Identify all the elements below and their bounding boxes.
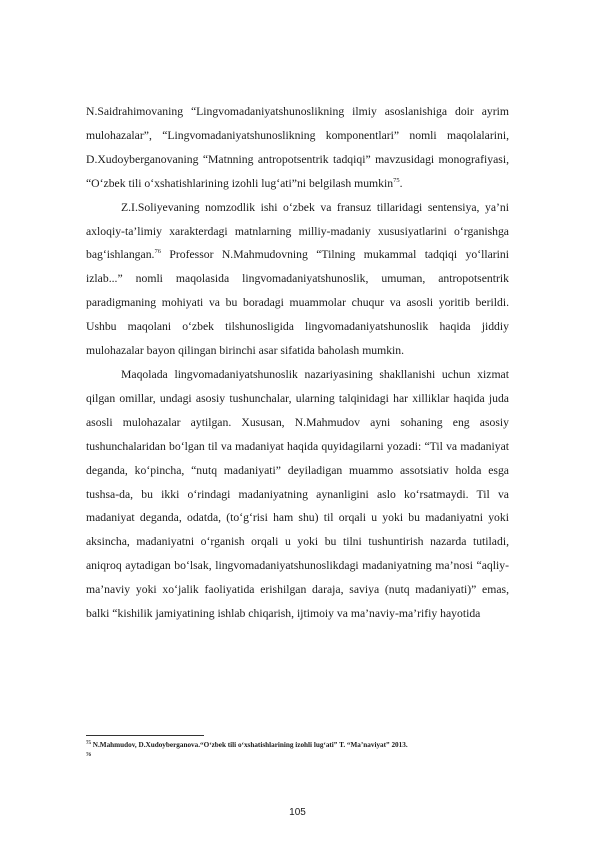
page-number: 105 [289, 807, 306, 818]
footnote-ref-75: 75 [393, 176, 400, 184]
paragraph-1: N.Saidrahimovaning “Lingvomadaniyatshunoslikning ilmiy asoslanishiga doir ayrim mulohazalar”, “Lingvomadaniyatshunoslikning komponentlari” nomli maqolalarini, D.Xudoyberganovaning “Matnning antropotsentrik tadqiqi” mavzusidagi monografiyasi, “O‘zbek tili o‘xshatishlarining izohli lug‘ati”ni belgilash mumkin$^{75}$. [86, 105, 509, 190]
main-text [86, 100, 509, 626]
footnote-divider [86, 735, 204, 736]
footnote-75: $^{75}$ N.Mahmudov, D.Xudoyberganova.“O‘zbek tili o‘xshatishlarining izohli lug‘ati” T. “Ma’naviyat” 2013. [86, 741, 408, 749]
footnote-76: 76 [86, 753, 91, 758]
paragraph-3: Maqolada lingvomadaniyatshunoslik nazariyasining shakllanishi uchun xizmat qilgan omillar, undagi asosiy tushunchalar, ularning talqinidagi har xilliklar haqida juda asosli mulohazalar aytilgan. Xususan, N.Mahmudov ayni sohaning eng asosiy tushunchalaridan bo‘lgan til va madaniyat haqida quyidagilarni yozadi: “Til va madaniyat deganda, ko‘pincha, “nutq madaniyati” deyiladigan muammo assotsiativ holda esga tushsa-da, bu ikki o‘rindagi madaniyatning aynanligini aslo ko‘rsatmaydi. Til va madaniyat deganda, odatda, (to‘g‘risi ham shu) til orqali u yoki bu madaniyatni yoki aksincha, madaniyatni o‘rganish orqali u yoki bu tilni tushuntirish nazarda tutiladi, aniqroq aytadigan bo‘lsak, lingvomadaniyatshunoslikdagi madaniyatning ma’nosi “aqliy-ma’naviy yoki xo‘jalik faoliyatida erishilgan daraja, saviya (nutq madaniyati)” emas, balki “kishilik jamiyatining ishlab chiqarish, ijtimoiy va ma’naviy-ma’rifiy hayotida [86, 367, 509, 621]
footnote-ref-76: 76 [154, 248, 161, 256]
footnotes [86, 739, 509, 763]
paragraph-2: Z.I.Soliyevaning nomzodlik ishi o‘zbek va fransuz tillaridagi sentensiya, ya’ni axloqiy-ta’limiy xarakterdagi matnlarning milliy-madaniy xususiyatlarini o‘rganishga bag‘ishlangan.$^{76}$ Professor N.Mahmudovning “Tilning mukammal tadqiqi yo‘llarini izlab...” nomli maqolasida lingvomadaniyatshunoslik, umuman, antropotsentrik paradigmaning mohiyati va bu boradagi muammolar chuqur va asosli yoritib berildi. Ushbu maqolani o‘zbek tilshunosligida lingvomadaniyatshunoslik haqida jiddiy mulohazalar bayon qilingan birinchi asar sifatida baholash mumkin. [86, 200, 509, 358]
